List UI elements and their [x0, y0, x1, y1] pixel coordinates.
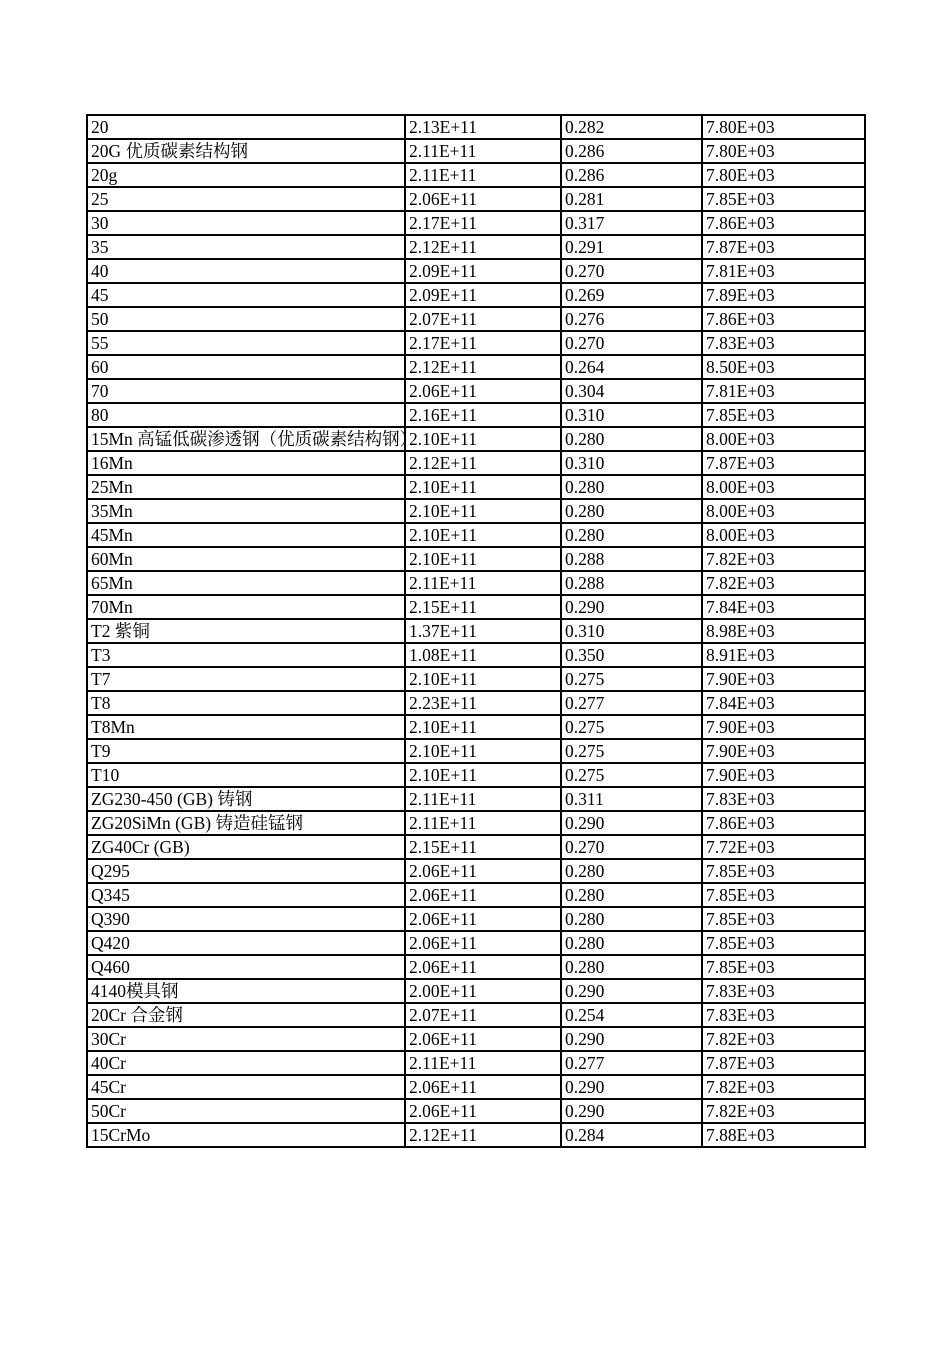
poisson-ratio-cell: 0.290 — [561, 979, 702, 1003]
density-cell: 8.00E+03 — [702, 427, 865, 451]
density-cell: 7.81E+03 — [702, 259, 865, 283]
table-row — [87, 1123, 865, 1147]
material-name-cell: 35 — [87, 235, 405, 259]
material-name-cell: 80 — [87, 403, 405, 427]
material-name-cell: 20G 优质碳素结构钢 — [87, 139, 405, 163]
material-name-cell: 40 — [87, 259, 405, 283]
elastic-modulus-cell: 2.07E+11 — [405, 307, 561, 331]
poisson-ratio-cell: 0.276 — [561, 307, 702, 331]
material-name-cell: 20Cr 合金钢 — [87, 1003, 405, 1027]
table-row — [87, 235, 865, 259]
material-name-cell: 45 — [87, 283, 405, 307]
poisson-ratio-cell: 0.288 — [561, 547, 702, 571]
table-row — [87, 187, 865, 211]
table-row — [87, 739, 865, 763]
elastic-modulus-cell: 2.06E+11 — [405, 379, 561, 403]
density-cell: 8.00E+03 — [702, 475, 865, 499]
material-name-cell: 45Cr — [87, 1075, 405, 1099]
table-body — [87, 115, 865, 1147]
elastic-modulus-cell: 2.10E+11 — [405, 547, 561, 571]
material-name-cell: 70Mn — [87, 595, 405, 619]
density-cell: 7.85E+03 — [702, 187, 865, 211]
table-row — [87, 859, 865, 883]
table-row — [87, 379, 865, 403]
poisson-ratio-cell: 0.270 — [561, 259, 702, 283]
poisson-ratio-cell: 0.275 — [561, 763, 702, 787]
elastic-modulus-cell: 2.06E+11 — [405, 859, 561, 883]
poisson-ratio-cell: 0.286 — [561, 139, 702, 163]
poisson-ratio-cell: 0.280 — [561, 475, 702, 499]
density-cell: 7.85E+03 — [702, 859, 865, 883]
table-row — [87, 571, 865, 595]
material-name-cell: T8Mn — [87, 715, 405, 739]
material-name-cell: T2 紫铜 — [87, 619, 405, 643]
material-name-cell: 25Mn — [87, 475, 405, 499]
elastic-modulus-cell: 2.06E+11 — [405, 883, 561, 907]
elastic-modulus-cell: 2.11E+11 — [405, 571, 561, 595]
elastic-modulus-cell: 2.06E+11 — [405, 1027, 561, 1051]
material-name-cell: T8 — [87, 691, 405, 715]
poisson-ratio-cell: 0.311 — [561, 787, 702, 811]
table-row — [87, 283, 865, 307]
density-cell: 7.82E+03 — [702, 1075, 865, 1099]
material-properties-sheet — [86, 114, 864, 1148]
elastic-modulus-cell: 2.12E+11 — [405, 355, 561, 379]
poisson-ratio-cell: 0.275 — [561, 739, 702, 763]
density-cell: 7.82E+03 — [702, 1099, 865, 1123]
elastic-modulus-cell: 2.16E+11 — [405, 403, 561, 427]
density-cell: 7.87E+03 — [702, 1051, 865, 1075]
material-name-cell: 30Cr — [87, 1027, 405, 1051]
elastic-modulus-cell: 2.12E+11 — [405, 451, 561, 475]
material-name-cell: 55 — [87, 331, 405, 355]
poisson-ratio-cell: 0.254 — [561, 1003, 702, 1027]
elastic-modulus-cell: 2.10E+11 — [405, 523, 561, 547]
poisson-ratio-cell: 0.269 — [561, 283, 702, 307]
poisson-ratio-cell: 0.290 — [561, 811, 702, 835]
table-row — [87, 715, 865, 739]
poisson-ratio-cell: 0.275 — [561, 667, 702, 691]
density-cell: 7.84E+03 — [702, 595, 865, 619]
poisson-ratio-cell: 0.290 — [561, 595, 702, 619]
poisson-ratio-cell: 0.280 — [561, 523, 702, 547]
poisson-ratio-cell: 0.280 — [561, 907, 702, 931]
elastic-modulus-cell: 2.10E+11 — [405, 499, 561, 523]
density-cell: 7.87E+03 — [702, 451, 865, 475]
table-row — [87, 211, 865, 235]
material-name-cell: T7 — [87, 667, 405, 691]
poisson-ratio-cell: 0.286 — [561, 163, 702, 187]
elastic-modulus-cell: 2.11E+11 — [405, 1051, 561, 1075]
elastic-modulus-cell: 2.10E+11 — [405, 763, 561, 787]
elastic-modulus-cell: 2.06E+11 — [405, 955, 561, 979]
elastic-modulus-cell: 2.07E+11 — [405, 1003, 561, 1027]
material-name-cell: 65Mn — [87, 571, 405, 595]
table-row — [87, 667, 865, 691]
poisson-ratio-cell: 0.281 — [561, 187, 702, 211]
density-cell: 7.83E+03 — [702, 1003, 865, 1027]
elastic-modulus-cell: 2.10E+11 — [405, 715, 561, 739]
poisson-ratio-cell: 0.317 — [561, 211, 702, 235]
density-cell: 7.85E+03 — [702, 907, 865, 931]
density-cell: 7.87E+03 — [702, 235, 865, 259]
material-name-cell: 20g — [87, 163, 405, 187]
poisson-ratio-cell: 0.264 — [561, 355, 702, 379]
material-name-cell: 60Mn — [87, 547, 405, 571]
density-cell: 7.89E+03 — [702, 283, 865, 307]
table-row — [87, 523, 865, 547]
poisson-ratio-cell: 0.304 — [561, 379, 702, 403]
poisson-ratio-cell: 0.277 — [561, 691, 702, 715]
elastic-modulus-cell: 2.09E+11 — [405, 283, 561, 307]
material-name-cell: 25 — [87, 187, 405, 211]
material-name-cell: 50 — [87, 307, 405, 331]
poisson-ratio-cell: 0.310 — [561, 451, 702, 475]
density-cell: 7.90E+03 — [702, 667, 865, 691]
elastic-modulus-cell: 2.23E+11 — [405, 691, 561, 715]
table-row — [87, 619, 865, 643]
elastic-modulus-cell: 2.10E+11 — [405, 739, 561, 763]
poisson-ratio-cell: 0.280 — [561, 499, 702, 523]
poisson-ratio-cell: 0.290 — [561, 1075, 702, 1099]
table-row — [87, 763, 865, 787]
table-row — [87, 979, 865, 1003]
density-cell: 8.50E+03 — [702, 355, 865, 379]
elastic-modulus-cell: 2.10E+11 — [405, 475, 561, 499]
elastic-modulus-cell: 2.11E+11 — [405, 787, 561, 811]
density-cell: 7.84E+03 — [702, 691, 865, 715]
material-name-cell: T10 — [87, 763, 405, 787]
poisson-ratio-cell: 0.270 — [561, 835, 702, 859]
density-cell: 7.83E+03 — [702, 979, 865, 1003]
material-name-cell: 16Mn — [87, 451, 405, 475]
elastic-modulus-cell: 2.11E+11 — [405, 163, 561, 187]
table-row — [87, 595, 865, 619]
density-cell: 7.80E+03 — [702, 163, 865, 187]
elastic-modulus-cell: 2.06E+11 — [405, 1075, 561, 1099]
density-cell: 7.90E+03 — [702, 715, 865, 739]
density-cell: 7.90E+03 — [702, 739, 865, 763]
table-row — [87, 331, 865, 355]
poisson-ratio-cell: 0.282 — [561, 115, 702, 139]
elastic-modulus-cell: 2.13E+11 — [405, 115, 561, 139]
density-cell: 7.80E+03 — [702, 115, 865, 139]
poisson-ratio-cell: 0.310 — [561, 403, 702, 427]
material-name-cell: 15CrMo — [87, 1123, 405, 1147]
table-row — [87, 115, 865, 139]
elastic-modulus-cell: 2.11E+11 — [405, 139, 561, 163]
density-cell: 8.98E+03 — [702, 619, 865, 643]
material-name-cell: 15Mn 高锰低碳渗透钢（优质碳素结构钢） — [87, 427, 405, 451]
material-name-cell: 45Mn — [87, 523, 405, 547]
elastic-modulus-cell: 2.06E+11 — [405, 907, 561, 931]
table-row — [87, 307, 865, 331]
poisson-ratio-cell: 0.288 — [561, 571, 702, 595]
density-cell: 7.86E+03 — [702, 811, 865, 835]
material-name-cell: 40Cr — [87, 1051, 405, 1075]
table-row — [87, 1099, 865, 1123]
elastic-modulus-cell: 2.12E+11 — [405, 1123, 561, 1147]
elastic-modulus-cell: 2.11E+11 — [405, 811, 561, 835]
density-cell: 7.80E+03 — [702, 139, 865, 163]
material-name-cell: 20 — [87, 115, 405, 139]
table-row — [87, 1027, 865, 1051]
table-row — [87, 451, 865, 475]
elastic-modulus-cell: 2.00E+11 — [405, 979, 561, 1003]
density-cell: 7.85E+03 — [702, 403, 865, 427]
table-row — [87, 355, 865, 379]
table-row — [87, 835, 865, 859]
density-cell: 7.86E+03 — [702, 307, 865, 331]
material-name-cell: Q295 — [87, 859, 405, 883]
table-row — [87, 883, 865, 907]
density-cell: 7.72E+03 — [702, 835, 865, 859]
elastic-modulus-cell: 1.37E+11 — [405, 619, 561, 643]
poisson-ratio-cell: 0.270 — [561, 331, 702, 355]
material-name-cell: ZG40Cr (GB) — [87, 835, 405, 859]
table-row — [87, 691, 865, 715]
poisson-ratio-cell: 0.290 — [561, 1027, 702, 1051]
table-row — [87, 475, 865, 499]
material-name-cell: ZG20SiMn (GB) 铸造硅锰钢 — [87, 811, 405, 835]
table-row — [87, 787, 865, 811]
table-row — [87, 427, 865, 451]
poisson-ratio-cell: 0.277 — [561, 1051, 702, 1075]
poisson-ratio-cell: 0.275 — [561, 715, 702, 739]
density-cell: 7.83E+03 — [702, 331, 865, 355]
material-name-cell: 60 — [87, 355, 405, 379]
table-row — [87, 1003, 865, 1027]
density-cell: 7.86E+03 — [702, 211, 865, 235]
elastic-modulus-cell: 2.06E+11 — [405, 1099, 561, 1123]
density-cell: 7.81E+03 — [702, 379, 865, 403]
poisson-ratio-cell: 0.310 — [561, 619, 702, 643]
material-name-cell: 4140模具钢 — [87, 979, 405, 1003]
material-name-cell: 35Mn — [87, 499, 405, 523]
table-row — [87, 811, 865, 835]
table-row — [87, 499, 865, 523]
material-properties-table — [86, 114, 866, 1148]
material-name-cell: Q390 — [87, 907, 405, 931]
poisson-ratio-cell: 0.280 — [561, 859, 702, 883]
table-row — [87, 547, 865, 571]
poisson-ratio-cell: 0.350 — [561, 643, 702, 667]
material-name-cell: ZG230-450 (GB) 铸钢 — [87, 787, 405, 811]
density-cell: 7.85E+03 — [702, 883, 865, 907]
elastic-modulus-cell: 2.15E+11 — [405, 835, 561, 859]
density-cell: 8.00E+03 — [702, 523, 865, 547]
density-cell: 7.85E+03 — [702, 931, 865, 955]
elastic-modulus-cell: 2.17E+11 — [405, 211, 561, 235]
material-name-cell: Q345 — [87, 883, 405, 907]
table-row — [87, 907, 865, 931]
poisson-ratio-cell: 0.280 — [561, 883, 702, 907]
material-name-cell: 70 — [87, 379, 405, 403]
density-cell: 7.88E+03 — [702, 1123, 865, 1147]
density-cell: 8.91E+03 — [702, 643, 865, 667]
table-row — [87, 403, 865, 427]
table-row — [87, 643, 865, 667]
density-cell: 7.90E+03 — [702, 763, 865, 787]
poisson-ratio-cell: 0.284 — [561, 1123, 702, 1147]
table-row — [87, 1075, 865, 1099]
elastic-modulus-cell: 2.17E+11 — [405, 331, 561, 355]
elastic-modulus-cell: 2.09E+11 — [405, 259, 561, 283]
density-cell: 7.85E+03 — [702, 955, 865, 979]
table-row — [87, 139, 865, 163]
density-cell: 7.82E+03 — [702, 1027, 865, 1051]
elastic-modulus-cell: 2.10E+11 — [405, 427, 561, 451]
elastic-modulus-cell: 1.08E+11 — [405, 643, 561, 667]
density-cell: 8.00E+03 — [702, 499, 865, 523]
elastic-modulus-cell: 2.12E+11 — [405, 235, 561, 259]
table-row — [87, 931, 865, 955]
elastic-modulus-cell: 2.10E+11 — [405, 667, 561, 691]
material-name-cell: Q420 — [87, 931, 405, 955]
elastic-modulus-cell: 2.06E+11 — [405, 187, 561, 211]
material-name-cell: T9 — [87, 739, 405, 763]
elastic-modulus-cell: 2.06E+11 — [405, 931, 561, 955]
poisson-ratio-cell: 0.280 — [561, 427, 702, 451]
table-row — [87, 1051, 865, 1075]
poisson-ratio-cell: 0.280 — [561, 955, 702, 979]
poisson-ratio-cell: 0.291 — [561, 235, 702, 259]
elastic-modulus-cell: 2.15E+11 — [405, 595, 561, 619]
material-name-cell: Q460 — [87, 955, 405, 979]
poisson-ratio-cell: 0.290 — [561, 1099, 702, 1123]
table-row — [87, 259, 865, 283]
material-name-cell: 30 — [87, 211, 405, 235]
table-row — [87, 163, 865, 187]
material-name-cell: T3 — [87, 643, 405, 667]
density-cell: 7.82E+03 — [702, 571, 865, 595]
density-cell: 7.83E+03 — [702, 787, 865, 811]
density-cell: 7.82E+03 — [702, 547, 865, 571]
poisson-ratio-cell: 0.280 — [561, 931, 702, 955]
table-row — [87, 955, 865, 979]
material-name-cell: 50Cr — [87, 1099, 405, 1123]
